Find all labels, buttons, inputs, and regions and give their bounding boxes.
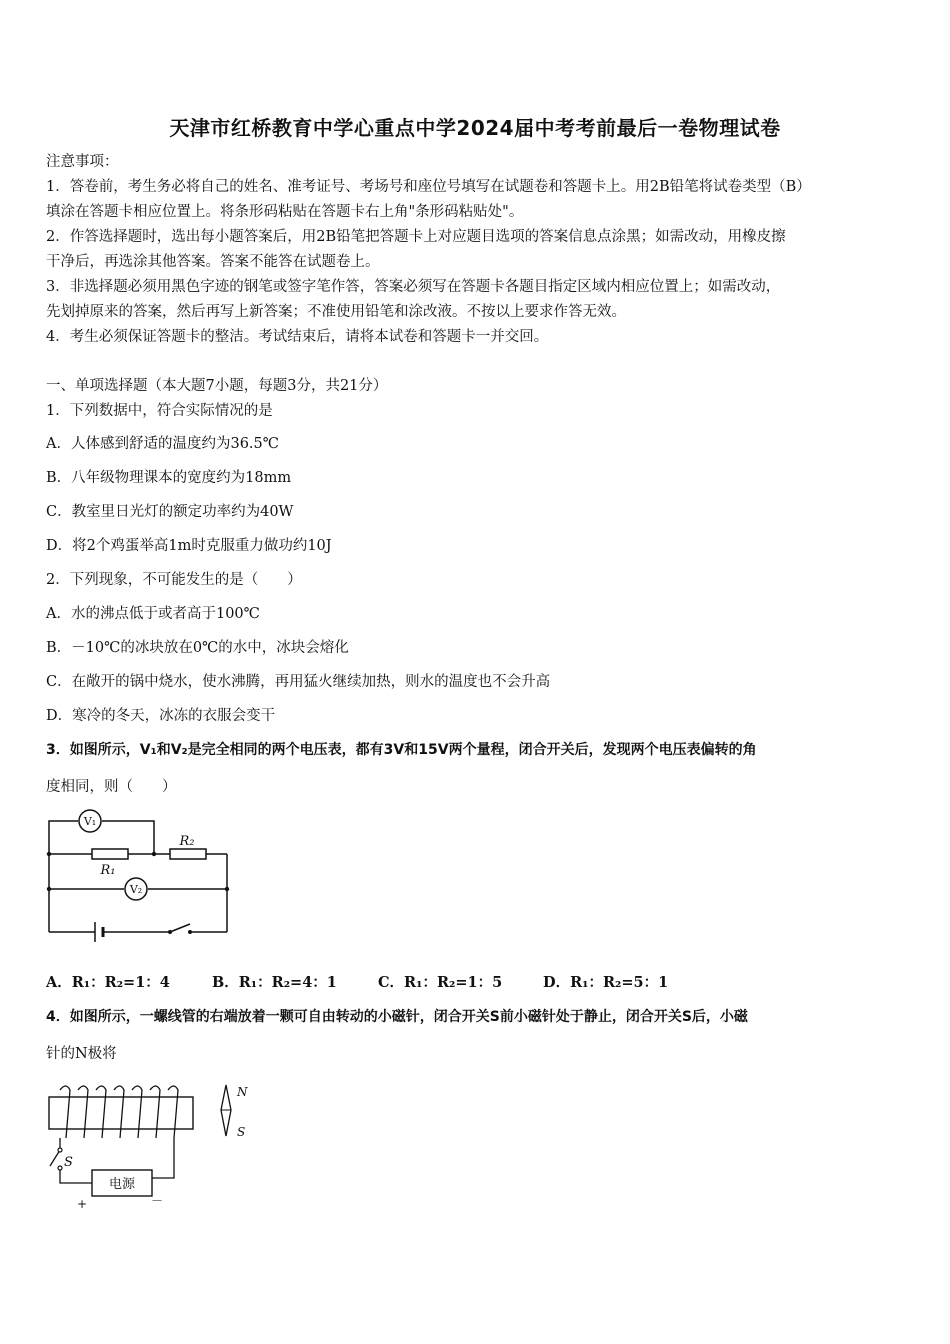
positive-terminal-label: + [76,1197,88,1211]
notice-heading: 注意事项： [46,154,119,170]
question-3-option-a: A．R₁：R₂=1：4 [46,974,170,991]
notice-line: 先划掉原来的答案，然后再写上新答案；不准使用铅笔和涂改液。不按以上要求作答无效。 [46,304,626,320]
voltmeter-1-label: V₁ [83,815,97,828]
negative-terminal-label: － [150,1194,164,1208]
power-source-label: 电源 [108,1177,136,1192]
question-3-option-b: B．R₁：R₂=4：1 [212,974,337,991]
question-3-option-d: D．R₁：R₂=5：1 [543,974,669,991]
notice-line: 1．答卷前，考生务必将自己的姓名、准考证号、考场号和座位号填写在试题卷和答题卡上。用2B铅笔将试卷类型（B） [46,179,811,195]
circuit-diagram [40,808,240,948]
switch-label: S [64,1155,73,1170]
question-4-stem-line2: 针的N极将 [46,1046,117,1062]
notice-line: 3．非选择题必须用黑色字迹的钢笔或签字笔作答，答案必须写在答题卡各题目指定区域内相应位置上；如需改动， [46,279,781,295]
voltmeter-2-label: V₂ [129,883,143,896]
question-3-option-c: C．R₁：R₂=1：5 [378,974,503,991]
question-1-option-a: A．人体感到舒适的温度约为36.5℃ [46,436,279,452]
question-3-stem-line1: 3．如图所示，V₁和V₂是完全相同的两个电压表，都有3V和15V两个量程，闭合开关后，发现两个电压表偏转的角 [46,742,757,758]
solenoid-diagram [40,1080,270,1215]
question-2-option-c: C．在敞开的锅中烧水，使水沸腾，再用猛火继续加热，则水的温度也不会升高 [46,674,551,690]
question-3-stem-line2: 度相同，则（ ） [46,779,177,795]
question-4-stem-line1: 4．如图所示，一螺线管的右端放着一颗可自由转动的小磁针，闭合开关S前小磁针处于静止，闭合开关S后，小磁 [46,1009,748,1025]
notice-line: 干净后，再选涂其他答案。答案不能答在试题卷上。 [46,254,380,270]
question-2-option-a: A．水的沸点低于或者高于100℃ [46,606,260,622]
question-1-option-d: D．将2个鸡蛋举高1m时克服重力做功约10J [46,538,332,554]
question-2-option-d: D．寒冷的冬天，冰冻的衣服会变干 [46,708,276,724]
question-1-option-b: B．八年级物理课本的宽度约为18mm [46,470,292,486]
section-heading: 一、单项选择题（本大题7小题，每题3分，共21分） [46,378,388,394]
page-title: 天津市红桥教育中学心重点中学2024届中考考前最后一卷物理试卷 [169,116,781,140]
resistor-1-label: R₁ [100,863,116,878]
question-1-option-c: C．教室里日光灯的额定功率约为40W [46,504,294,520]
notice-line: 2．作答选择题时，选出每小题答案后，用2B铅笔把答题卡上对应题目选项的答案信息点涂黑；如需改动，用橡皮擦 [46,229,786,245]
question-1-stem: 1．下列数据中，符合实际情况的是 [46,403,273,419]
question-2-stem: 2．下列现象，不可能发生的是（ ） [46,572,302,588]
notice-line: 填涂在答题卡相应位置上。将条形码粘贴在答题卡右上角"条形码粘贴处"。 [46,204,524,220]
question-2-option-b: B．－10℃的冰块放在0℃的水中，冰块会熔化 [46,640,349,656]
needle-north-label: N [237,1085,248,1099]
notice-line: 4．考生必须保证答题卡的整洁。考试结束后，请将本试卷和答题卡一并交回。 [46,329,549,345]
needle-south-label: S [237,1125,246,1139]
resistor-2-label: R₂ [179,834,195,849]
